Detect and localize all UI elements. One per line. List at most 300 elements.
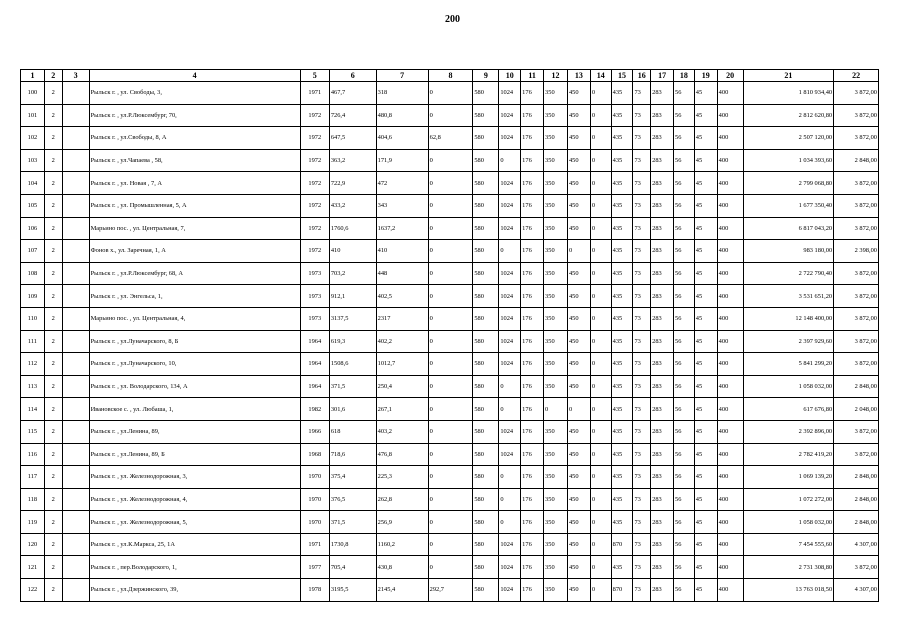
col-11-cell: 176 <box>521 375 544 398</box>
col-12-cell: 350 <box>544 104 568 127</box>
col-9-cell: 580 <box>473 511 499 534</box>
col-10-cell: 1024 <box>499 579 521 602</box>
col-15-cell: 870 <box>611 579 633 602</box>
col-10-cell: 1024 <box>499 82 521 105</box>
col-15-cell: 435 <box>611 511 633 534</box>
living-area-cell: 2145,4 <box>376 579 428 602</box>
col-13-cell: 0 <box>567 398 590 421</box>
category-cell: 2 <box>44 466 62 489</box>
category-cell: 2 <box>44 285 62 308</box>
col-19-cell: 45 <box>694 375 717 398</box>
category-cell: 2 <box>44 217 62 240</box>
col-12-cell: 350 <box>544 556 568 579</box>
col-19-cell: 45 <box>694 307 717 330</box>
col-8-cell: 0 <box>428 556 473 579</box>
col-9-cell: 580 <box>473 194 499 217</box>
col-18-cell: 56 <box>674 353 695 376</box>
col-8-cell: 292,7 <box>428 579 473 602</box>
unit-cost-cell: 3 872,00 <box>834 262 879 285</box>
living-area-cell: 1160,2 <box>376 533 428 556</box>
row-number-cell: 121 <box>21 556 45 579</box>
col-16-cell: 73 <box>633 127 651 150</box>
column-header-8: 8 <box>428 70 473 82</box>
col-20-cell: 400 <box>717 579 743 602</box>
category-cell: 2 <box>44 420 62 443</box>
col-8-cell: 0 <box>428 533 473 556</box>
table-row <box>21 420 879 443</box>
col-8-cell: 0 <box>428 398 473 421</box>
column-header-3: 3 <box>62 70 89 82</box>
col-16-cell: 73 <box>633 579 651 602</box>
col-13-cell: 450 <box>567 488 590 511</box>
year-built-cell: 1972 <box>300 240 329 263</box>
col-20-cell: 400 <box>717 398 743 421</box>
col-19-cell: 45 <box>694 172 717 195</box>
col-14-cell: 0 <box>590 398 611 421</box>
row-number-cell: 109 <box>21 285 45 308</box>
col-14-cell: 0 <box>590 262 611 285</box>
unit-cost-cell: 2 398,00 <box>834 240 879 263</box>
year-built-cell: 1970 <box>300 488 329 511</box>
col-8-cell: 0 <box>428 466 473 489</box>
year-built-cell: 1964 <box>300 353 329 376</box>
col-13-cell: 450 <box>567 217 590 240</box>
address-cell: Рыльск г. , ул.Дзержинского, 39, <box>89 579 300 602</box>
total-area-cell: 3195,5 <box>329 579 376 602</box>
column-header-6: 6 <box>329 70 376 82</box>
unit-cost-cell: 3 872,00 <box>834 104 879 127</box>
col-11-cell: 176 <box>521 104 544 127</box>
table-row <box>21 556 879 579</box>
col-19-cell: 45 <box>694 443 717 466</box>
col-8-cell: 0 <box>428 420 473 443</box>
address-cell: Рыльск г. , ул.Р.Люксембург, 70, <box>89 104 300 127</box>
col-19-cell: 45 <box>694 488 717 511</box>
col-11-cell: 176 <box>521 217 544 240</box>
row-number-cell: 108 <box>21 262 45 285</box>
category-cell: 2 <box>44 488 62 511</box>
col-15-cell: 435 <box>611 217 633 240</box>
col-11-cell: 176 <box>521 579 544 602</box>
total-area-cell: 703,2 <box>329 262 376 285</box>
category-cell: 2 <box>44 127 62 150</box>
year-built-cell: 1977 <box>300 556 329 579</box>
total-area-cell: 3137,5 <box>329 307 376 330</box>
col-16-cell: 73 <box>633 307 651 330</box>
col-16-cell: 73 <box>633 398 651 421</box>
year-built-cell: 1973 <box>300 285 329 308</box>
total-area-cell: 301,6 <box>329 398 376 421</box>
year-built-cell: 1973 <box>300 307 329 330</box>
col-20-cell: 400 <box>717 194 743 217</box>
col-3-cell <box>62 375 89 398</box>
total-amount-cell: 2 507 120,00 <box>743 127 833 150</box>
row-number-cell: 111 <box>21 330 45 353</box>
col-20-cell: 400 <box>717 172 743 195</box>
col-9-cell: 580 <box>473 579 499 602</box>
category-cell: 2 <box>44 82 62 105</box>
col-20-cell: 400 <box>717 466 743 489</box>
unit-cost-cell: 2 848,00 <box>834 466 879 489</box>
col-17-cell: 283 <box>651 556 674 579</box>
col-14-cell: 0 <box>590 307 611 330</box>
col-13-cell: 450 <box>567 579 590 602</box>
column-header-21: 21 <box>743 70 833 82</box>
row-number-cell: 106 <box>21 217 45 240</box>
col-20-cell: 400 <box>717 353 743 376</box>
col-16-cell: 73 <box>633 375 651 398</box>
total-area-cell: 371,5 <box>329 375 376 398</box>
col-8-cell: 0 <box>428 172 473 195</box>
col-13-cell: 450 <box>567 149 590 172</box>
table-row <box>21 579 879 602</box>
living-area-cell: 256,9 <box>376 511 428 534</box>
col-13-cell: 450 <box>567 285 590 308</box>
col-20-cell: 400 <box>717 420 743 443</box>
col-10-cell: 0 <box>499 488 521 511</box>
col-8-cell: 0 <box>428 443 473 466</box>
col-19-cell: 45 <box>694 511 717 534</box>
col-9-cell: 580 <box>473 82 499 105</box>
page-number: 200 <box>445 14 460 25</box>
col-19-cell: 45 <box>694 149 717 172</box>
unit-cost-cell: 3 872,00 <box>834 443 879 466</box>
col-19-cell: 45 <box>694 533 717 556</box>
col-20-cell: 400 <box>717 556 743 579</box>
col-13-cell: 450 <box>567 307 590 330</box>
col-11-cell: 176 <box>521 443 544 466</box>
col-19-cell: 45 <box>694 82 717 105</box>
row-number-cell: 114 <box>21 398 45 421</box>
col-13-cell: 450 <box>567 104 590 127</box>
total-area-cell: 371,5 <box>329 511 376 534</box>
year-built-cell: 1978 <box>300 579 329 602</box>
col-19-cell: 45 <box>694 217 717 240</box>
col-20-cell: 400 <box>717 104 743 127</box>
col-10-cell: 1024 <box>499 194 521 217</box>
col-10-cell: 1024 <box>499 285 521 308</box>
col-3-cell <box>62 488 89 511</box>
living-area-cell: 318 <box>376 82 428 105</box>
total-area-cell: 619,3 <box>329 330 376 353</box>
col-3-cell <box>62 217 89 240</box>
housing-register-table <box>20 69 879 602</box>
col-18-cell: 56 <box>674 466 695 489</box>
unit-cost-cell: 2 848,00 <box>834 488 879 511</box>
table-row <box>21 82 879 105</box>
col-14-cell: 0 <box>590 488 611 511</box>
col-20-cell: 400 <box>717 511 743 534</box>
col-20-cell: 400 <box>717 307 743 330</box>
col-11-cell: 176 <box>521 149 544 172</box>
col-18-cell: 56 <box>674 149 695 172</box>
column-header-15: 15 <box>611 70 633 82</box>
table-row <box>21 104 879 127</box>
col-16-cell: 73 <box>633 240 651 263</box>
col-17-cell: 283 <box>651 375 674 398</box>
col-15-cell: 870 <box>611 533 633 556</box>
table-row <box>21 127 879 150</box>
col-9-cell: 580 <box>473 285 499 308</box>
total-area-cell: 363,2 <box>329 149 376 172</box>
col-16-cell: 73 <box>633 330 651 353</box>
col-17-cell: 283 <box>651 194 674 217</box>
col-16-cell: 73 <box>633 488 651 511</box>
col-3-cell <box>62 353 89 376</box>
total-amount-cell: 1 072 272,00 <box>743 488 833 511</box>
col-8-cell: 0 <box>428 82 473 105</box>
col-17-cell: 283 <box>651 398 674 421</box>
unit-cost-cell: 3 872,00 <box>834 172 879 195</box>
row-number-cell: 105 <box>21 194 45 217</box>
col-8-cell: 0 <box>428 217 473 240</box>
col-9-cell: 580 <box>473 104 499 127</box>
col-9-cell: 580 <box>473 127 499 150</box>
col-17-cell: 283 <box>651 330 674 353</box>
col-9-cell: 580 <box>473 375 499 398</box>
col-14-cell: 0 <box>590 556 611 579</box>
total-amount-cell: 12 148 400,00 <box>743 307 833 330</box>
col-15-cell: 435 <box>611 307 633 330</box>
col-13-cell: 450 <box>567 82 590 105</box>
col-20-cell: 400 <box>717 262 743 285</box>
year-built-cell: 1972 <box>300 149 329 172</box>
total-amount-cell: 1 058 032,00 <box>743 375 833 398</box>
col-9-cell: 580 <box>473 262 499 285</box>
col-9-cell: 580 <box>473 420 499 443</box>
col-19-cell: 45 <box>694 104 717 127</box>
col-12-cell: 350 <box>544 127 568 150</box>
unit-cost-cell: 4 307,00 <box>834 579 879 602</box>
year-built-cell: 1972 <box>300 104 329 127</box>
col-10-cell: 1024 <box>499 307 521 330</box>
col-9-cell: 580 <box>473 488 499 511</box>
col-13-cell: 450 <box>567 172 590 195</box>
category-cell: 2 <box>44 533 62 556</box>
col-16-cell: 73 <box>633 285 651 308</box>
total-area-cell: 1730,8 <box>329 533 376 556</box>
total-area-cell: 647,5 <box>329 127 376 150</box>
col-10-cell: 0 <box>499 149 521 172</box>
col-17-cell: 283 <box>651 533 674 556</box>
col-11-cell: 176 <box>521 194 544 217</box>
col-15-cell: 435 <box>611 466 633 489</box>
col-19-cell: 45 <box>694 330 717 353</box>
col-11-cell: 176 <box>521 285 544 308</box>
col-20-cell: 400 <box>717 217 743 240</box>
col-18-cell: 56 <box>674 82 695 105</box>
total-amount-cell: 617 676,80 <box>743 398 833 421</box>
col-15-cell: 435 <box>611 330 633 353</box>
address-cell: Рыльск г. , ул. Энгельса, 1, <box>89 285 300 308</box>
col-12-cell: 350 <box>544 149 568 172</box>
col-17-cell: 283 <box>651 217 674 240</box>
total-area-cell: 718,6 <box>329 443 376 466</box>
col-19-cell: 45 <box>694 466 717 489</box>
col-3-cell <box>62 533 89 556</box>
col-3-cell <box>62 443 89 466</box>
column-header-22: 22 <box>834 70 879 82</box>
column-header-9: 9 <box>473 70 499 82</box>
total-amount-cell: 3 531 651,20 <box>743 285 833 308</box>
col-19-cell: 45 <box>694 579 717 602</box>
col-14-cell: 0 <box>590 533 611 556</box>
address-cell: Рыльск г. , ул. Володарского, 134, А <box>89 375 300 398</box>
col-10-cell: 1024 <box>499 420 521 443</box>
table-row <box>21 330 879 353</box>
col-9-cell: 580 <box>473 556 499 579</box>
table-row <box>21 240 879 263</box>
col-3-cell <box>62 420 89 443</box>
year-built-cell: 1972 <box>300 194 329 217</box>
unit-cost-cell: 2 848,00 <box>834 149 879 172</box>
total-area-cell: 1760,6 <box>329 217 376 240</box>
address-cell: Рыльск г. , ул.Свободы, 8, А <box>89 127 300 150</box>
col-20-cell: 400 <box>717 240 743 263</box>
address-cell: Рыльск г. , ул.Чапаева , 58, <box>89 149 300 172</box>
col-11-cell: 176 <box>521 172 544 195</box>
year-built-cell: 1973 <box>300 262 329 285</box>
col-16-cell: 73 <box>633 511 651 534</box>
col-19-cell: 45 <box>694 285 717 308</box>
col-3-cell <box>62 262 89 285</box>
row-number-cell: 115 <box>21 420 45 443</box>
category-cell: 2 <box>44 104 62 127</box>
col-8-cell: 0 <box>428 285 473 308</box>
total-area-cell: 410 <box>329 240 376 263</box>
col-18-cell: 56 <box>674 533 695 556</box>
col-3-cell <box>62 104 89 127</box>
col-17-cell: 283 <box>651 82 674 105</box>
col-3-cell <box>62 285 89 308</box>
unit-cost-cell: 2 848,00 <box>834 511 879 534</box>
table-row <box>21 466 879 489</box>
col-15-cell: 435 <box>611 149 633 172</box>
living-area-cell: 430,8 <box>376 556 428 579</box>
total-amount-cell: 1 058 032,00 <box>743 511 833 534</box>
col-13-cell: 450 <box>567 353 590 376</box>
address-cell: Рыльск г. , ул. Промышленная, 5, А <box>89 194 300 217</box>
col-15-cell: 435 <box>611 240 633 263</box>
col-15-cell: 435 <box>611 172 633 195</box>
col-8-cell: 0 <box>428 353 473 376</box>
col-11-cell: 176 <box>521 127 544 150</box>
category-cell: 2 <box>44 262 62 285</box>
col-16-cell: 73 <box>633 262 651 285</box>
total-amount-cell: 2 799 068,80 <box>743 172 833 195</box>
col-3-cell <box>62 466 89 489</box>
living-area-cell: 472 <box>376 172 428 195</box>
unit-cost-cell: 3 872,00 <box>834 285 879 308</box>
col-17-cell: 283 <box>651 511 674 534</box>
unit-cost-cell: 3 872,00 <box>834 307 879 330</box>
col-12-cell: 350 <box>544 217 568 240</box>
col-18-cell: 56 <box>674 443 695 466</box>
col-20-cell: 400 <box>717 375 743 398</box>
header-row <box>21 70 879 82</box>
col-3-cell <box>62 82 89 105</box>
total-amount-cell: 2 782 419,20 <box>743 443 833 466</box>
col-12-cell: 350 <box>544 443 568 466</box>
total-area-cell: 722,9 <box>329 172 376 195</box>
table-row <box>21 217 879 240</box>
col-16-cell: 73 <box>633 556 651 579</box>
address-cell: Марьино пос. , ул. Центральная, 7, <box>89 217 300 240</box>
col-19-cell: 45 <box>694 420 717 443</box>
category-cell: 2 <box>44 398 62 421</box>
col-15-cell: 435 <box>611 420 633 443</box>
table-row <box>21 488 879 511</box>
col-12-cell: 350 <box>544 511 568 534</box>
unit-cost-cell: 3 872,00 <box>834 556 879 579</box>
col-11-cell: 176 <box>521 240 544 263</box>
col-20-cell: 400 <box>717 330 743 353</box>
col-20-cell: 400 <box>717 488 743 511</box>
col-10-cell: 1024 <box>499 353 521 376</box>
unit-cost-cell: 4 307,00 <box>834 533 879 556</box>
table-row <box>21 149 879 172</box>
unit-cost-cell: 3 872,00 <box>834 420 879 443</box>
category-cell: 2 <box>44 511 62 534</box>
col-16-cell: 73 <box>633 420 651 443</box>
category-cell: 2 <box>44 443 62 466</box>
column-header-4: 4 <box>89 70 300 82</box>
col-8-cell: 0 <box>428 240 473 263</box>
table-row <box>21 307 879 330</box>
col-12-cell: 350 <box>544 375 568 398</box>
col-16-cell: 73 <box>633 172 651 195</box>
col-18-cell: 56 <box>674 194 695 217</box>
col-14-cell: 0 <box>590 511 611 534</box>
col-10-cell: 1024 <box>499 262 521 285</box>
col-17-cell: 283 <box>651 579 674 602</box>
column-header-19: 19 <box>694 70 717 82</box>
col-19-cell: 45 <box>694 262 717 285</box>
address-cell: Рыльск г. , ул.Луначарского, 10, <box>89 353 300 376</box>
col-14-cell: 0 <box>590 194 611 217</box>
col-15-cell: 435 <box>611 375 633 398</box>
col-16-cell: 73 <box>633 194 651 217</box>
col-20-cell: 400 <box>717 82 743 105</box>
total-amount-cell: 2 812 620,80 <box>743 104 833 127</box>
col-16-cell: 73 <box>633 82 651 105</box>
col-19-cell: 45 <box>694 398 717 421</box>
total-amount-cell: 13 763 018,50 <box>743 579 833 602</box>
col-16-cell: 73 <box>633 443 651 466</box>
col-19-cell: 45 <box>694 240 717 263</box>
year-built-cell: 1971 <box>300 82 329 105</box>
col-14-cell: 0 <box>590 353 611 376</box>
address-cell: Рыльск г. , пер.Володарского, 1, <box>89 556 300 579</box>
col-10-cell: 1024 <box>499 104 521 127</box>
category-cell: 2 <box>44 240 62 263</box>
col-15-cell: 435 <box>611 194 633 217</box>
column-header-14: 14 <box>590 70 611 82</box>
col-9-cell: 580 <box>473 533 499 556</box>
col-14-cell: 0 <box>590 104 611 127</box>
unit-cost-cell: 3 872,00 <box>834 353 879 376</box>
row-number-cell: 104 <box>21 172 45 195</box>
table-row <box>21 533 879 556</box>
total-amount-cell: 7 454 555,60 <box>743 533 833 556</box>
total-area-cell: 467,7 <box>329 82 376 105</box>
col-18-cell: 56 <box>674 398 695 421</box>
col-12-cell: 350 <box>544 466 568 489</box>
col-10-cell: 1024 <box>499 330 521 353</box>
col-18-cell: 56 <box>674 285 695 308</box>
col-17-cell: 283 <box>651 420 674 443</box>
living-area-cell: 1637,2 <box>376 217 428 240</box>
